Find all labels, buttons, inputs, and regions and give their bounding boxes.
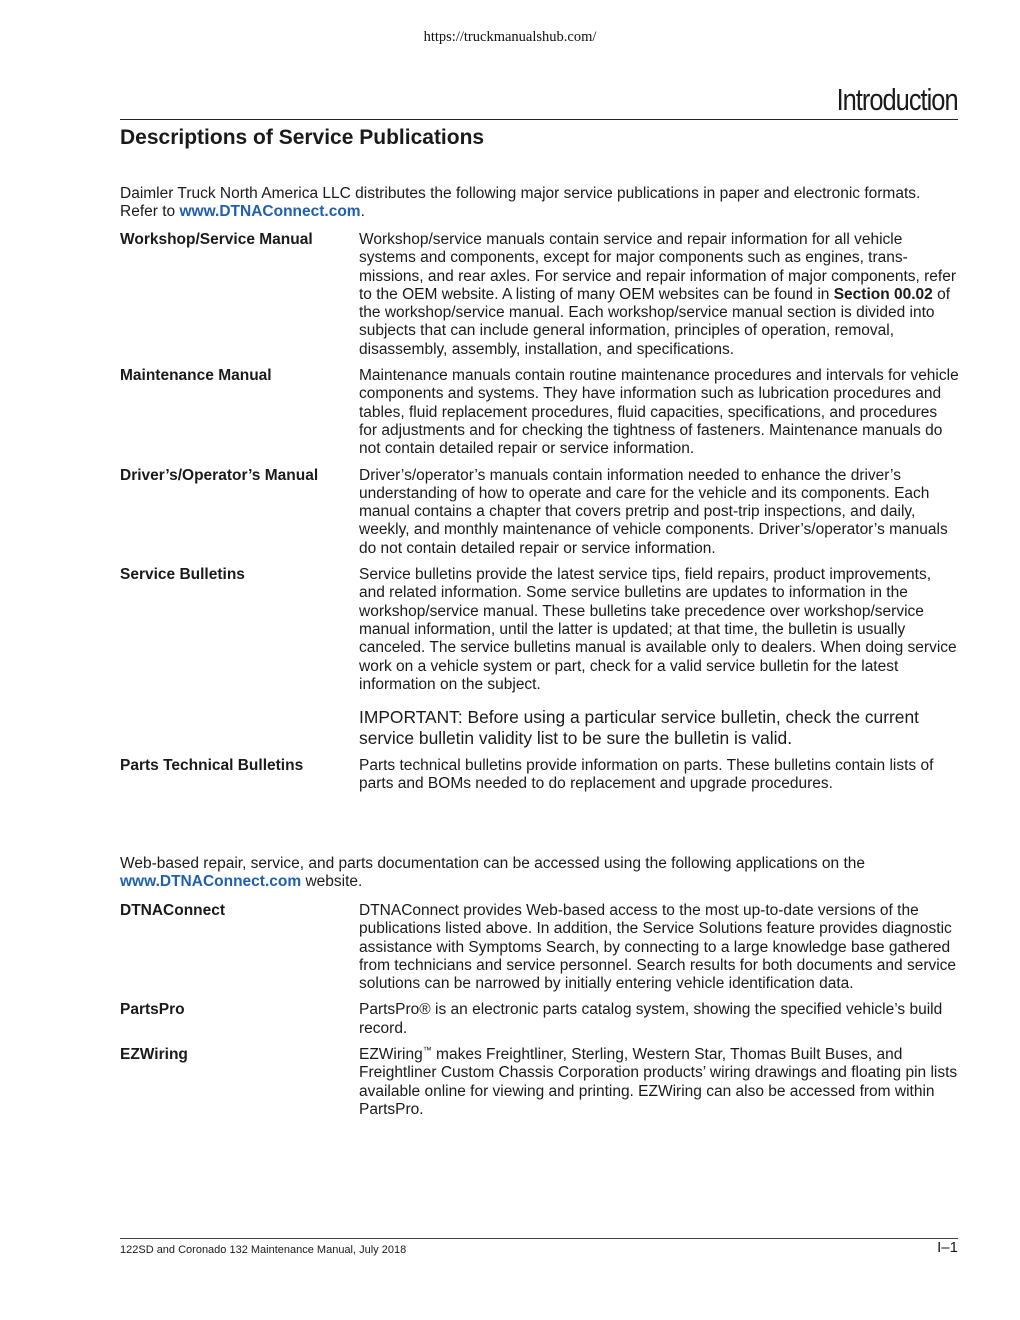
page-number: I–1 [937, 1239, 958, 1256]
dtnaconnect-link[interactable]: www.DTNAConnect.com [179, 203, 361, 221]
publication-row [120, 757, 960, 794]
publications-list [120, 231, 960, 794]
intro-text-end: . [360, 203, 365, 221]
application-term: DTNAConnect [120, 902, 226, 919]
application-description [359, 1046, 959, 1119]
publication-term: Driver’s/Operator’s Manual [120, 466, 319, 484]
footer-rule [120, 1238, 958, 1239]
publication-term: Parts Technical Bulletins [120, 757, 304, 775]
intro-paragraph-2 [120, 855, 960, 892]
publication-row [120, 231, 960, 359]
application-row [120, 902, 960, 993]
intro-text: Daimler Truck North America LLC distributes the following major service publications in paper and electronic formats. Refer to [120, 185, 921, 221]
intro-text-end: website. [301, 873, 363, 891]
description-text: Service bulletins provide the latest service tips, field repairs, product improvements, and related information. Some service bulletins are updates to information in the workshop/service manual. These bulletins take precedence over workshop/service manual information, until the latter is updated; at that time, the bulletin is usually canceled. The service bulletins manual is available only to dealers. When doing service work on a vehicle system or part, check for a valid service bulletin for the latest information on the subject. [359, 566, 957, 693]
publication-row [120, 467, 960, 558]
intro-paragraph-1 [120, 185, 960, 222]
footer-manual-title: 122SD and Coronado 132 Maintenance Manual, July 2018 [120, 1244, 407, 1256]
description-text: of the workshop/service manual. Each workshop/service manual section is divided into subjects that can include general information, principles of operation, removal, disassembly, assembly, installation, and specifications. [359, 285, 951, 358]
publication-description: Parts technical bulletins provide information on parts. These bulletins contain lists of parts and BOMs needed to do replacement and upgrade procedures. [359, 757, 934, 793]
description-text: Workshop/service manuals contain service and repair information for all vehicle systems and components, except for major components such as engines, transmissions, and rear axles. For service and repair information of major components, refer to the OEM website. A listing of many OEM websites can be found in [359, 231, 956, 303]
description-text: EZWiring [359, 1046, 423, 1064]
publication-row [120, 566, 960, 749]
publication-description [359, 231, 959, 359]
publication-row [120, 367, 960, 458]
publication-description: Maintenance manuals contain routine maintenance procedures and intervals for vehicle components and systems. They have information such as lubrication procedures and tables, fluid replacement procedures, fluid capacities, specifications, and procedures for adjustments and for checking the tightness of fasteners. Maintenance manuals do not contain detailed repair or service information. [359, 367, 959, 458]
publication-description [359, 566, 959, 749]
applications-list [120, 902, 960, 1119]
important-notice: IMPORTANT: Before using a particular service bulletin, check the current service bulletin validity list to be sure the bulletin is valid. [359, 707, 919, 749]
publication-description: Driver’s/operator’s manuals contain information needed to enhance the driver’s understanding of how to operate and care for the vehicle and its components. Each manual contains a chapter that covers pretrip and post-trip inspections, and daily, weekly, and monthly maintenance of vehicle components. Driver’s/operator’s manuals do not contain detailed repair or service information. [359, 466, 948, 557]
trademark-symbol: ™ [422, 1044, 432, 1055]
section-title: Introduction [836, 82, 958, 117]
source-url: https://truckmanualshub.com/ [423, 29, 597, 45]
dtnaconnect-link[interactable]: www.DTNAConnect.com [120, 873, 302, 891]
publication-term: Maintenance Manual [120, 367, 272, 385]
application-term: PartsPro [120, 1001, 185, 1019]
application-row [120, 1001, 960, 1038]
application-description: DTNAConnect provides Web-based access to the most up-to-date versions of the publications listed above. In addition, the Service Solutions feature provides diagnostic assistance with Symptoms Search, by connecting to a large knowledge base gathered from technicians and service personnel. Search results for both documents and service solutions can be narrowed by initially entering vehicle identification data. [359, 902, 957, 993]
intro-text: Web-based repair, service, and parts documentation can be accessed using the following applications on the [120, 855, 866, 872]
application-term: EZWiring [120, 1046, 188, 1064]
application-row [120, 1046, 960, 1119]
page-heading: Descriptions of Service Publications [120, 126, 485, 149]
publication-term: Workshop/Service Manual [120, 231, 313, 248]
section-reference: Section 00.02 [833, 285, 933, 303]
application-description: PartsPro® is an electronic parts catalog system, showing the specified vehicle’s build record. [359, 1001, 943, 1037]
header-rule [120, 119, 958, 120]
description-text: makes Freightliner, Sterling, Western Star, Thomas Built Buses, and Freightliner Custom Chassis Corporation products’ wiring drawings and floating pin lists available online for viewing and printing. EZWiring can also be accessed from within PartsPro. [359, 1046, 958, 1118]
publication-term: Service Bulletins [120, 566, 245, 584]
